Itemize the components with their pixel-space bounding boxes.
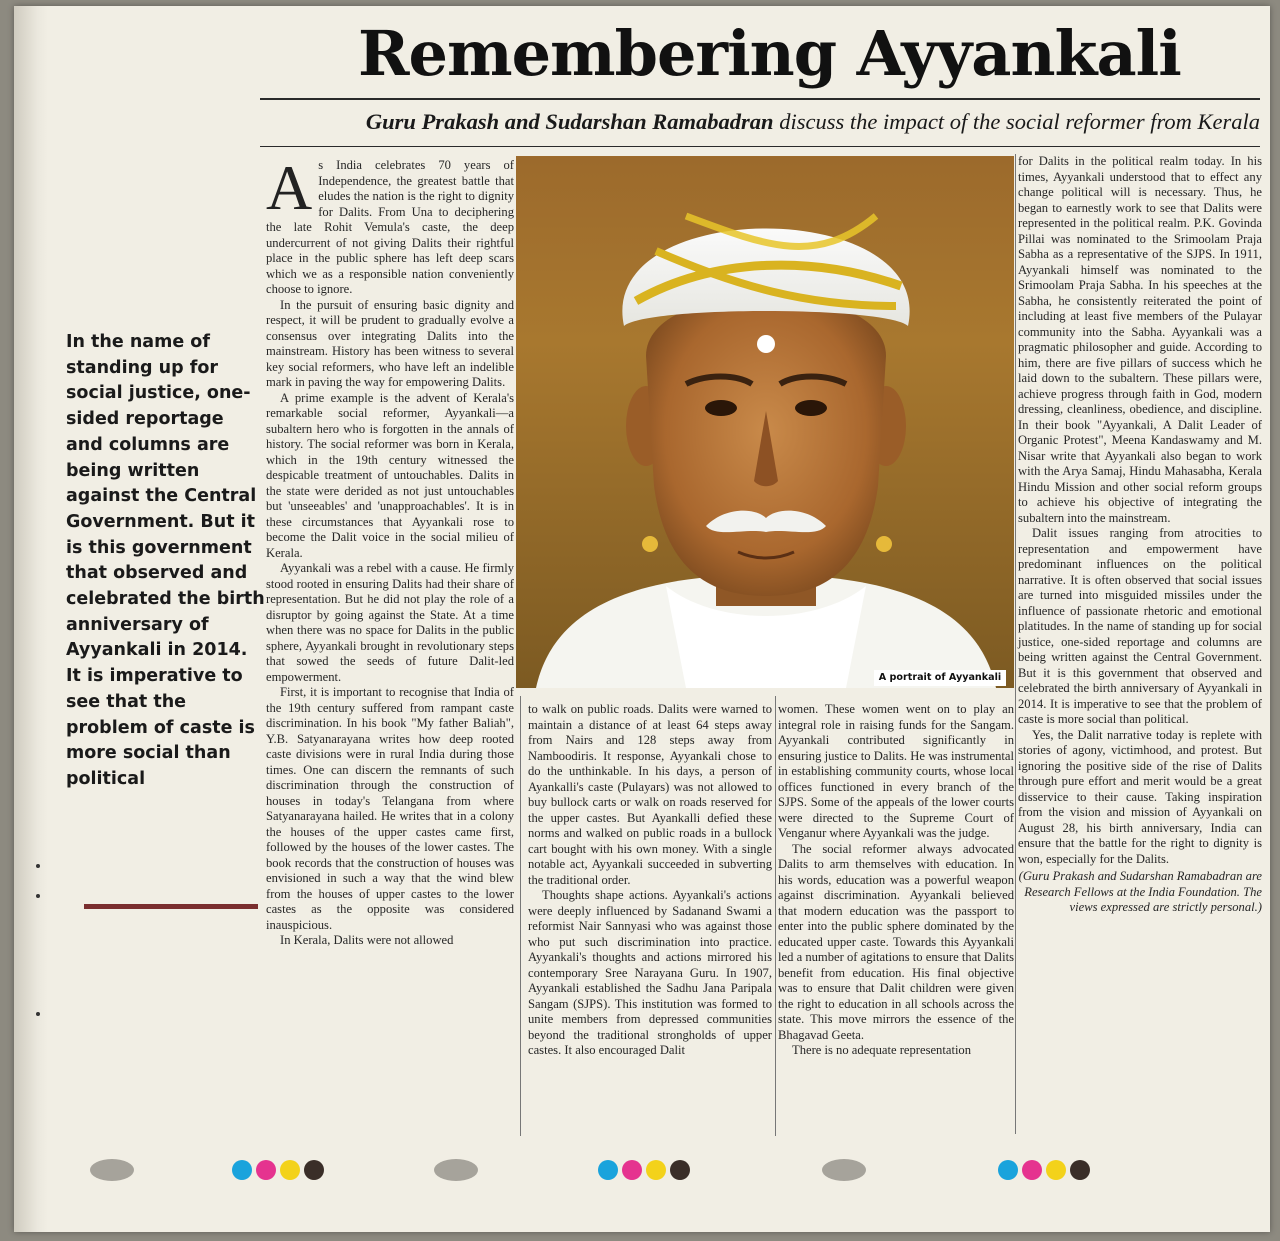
photo-caption: A portrait of Ayyankali xyxy=(874,670,1006,686)
registration-dot-black xyxy=(670,1160,690,1180)
registration-dot-yellow xyxy=(1046,1160,1066,1180)
registration-oval xyxy=(822,1159,866,1181)
ayyankali-portrait-illustration xyxy=(516,156,1014,688)
article-column-3 xyxy=(778,702,1014,1162)
registration-dot-cyan xyxy=(598,1160,618,1180)
headline: Remembering Ayyankali xyxy=(358,17,1181,90)
color-registration-marks xyxy=(90,1156,330,1184)
newspaper-page xyxy=(14,6,1270,1232)
article-column-1 xyxy=(266,152,514,1158)
pull-quote: In the name of standing up for social justice, one-sided reportage and columns are being written against the Central Government. But it is this government that observed and celebrated the birth anniversary of Ayyankali in 2014. It is imperative to see that the problem of caste is more social than political xyxy=(66,332,265,789)
author-credit: (Guru Prakash and Sudarshan Ramabadran are Research Fellows at the India Foundation. The views expressed are strictly personal.) xyxy=(1018,869,1262,914)
article-paragraph: for Dalits in the political realm today. In his times, Ayyankali understood that to effect any change political will is necessary. Thus, he began to earnestly work to see that Dalits were represented in the political realm. P.K. Govinda Pillai was nominated to the Srimoolam Praja Sabha as a representative of the SJPS. In 1911, Ayyankali himself was nominated to the Srimoolam Praja Sabha. In his speeches at the Sabha, he consistently reiterated the point of including at least five members of the Pulayar community into the Sabha. Ayyankali was a pragmatic philosopher and guide. According to him, there are five pillars of success which he laid down to the subaltern. These pillars were, achieve progress through faith in God, modern dressing, cleanliness, obedience, and discipline. In their book "Ayyankali, A Dalit Leader of Organic Protest", Meena Kandaswamy and M. Nisar write that Ayyankali also began to work with the Arya Samaj, Hindu Mahasabha, Kerala Hindu Mission and other social reform groups to achieve his objective of integrating the subaltern into the mainstream. xyxy=(1018,154,1262,525)
registration-dot-magenta xyxy=(1022,1160,1042,1180)
column-rule xyxy=(775,696,776,1136)
article-column-4 xyxy=(1018,154,1262,1164)
registration-dot-cyan xyxy=(232,1160,252,1180)
portrait-photo xyxy=(516,156,1014,688)
article-paragraph: Thoughts shape actions. Ayyankali's actions were deeply influenced by Sadanand Swami a reformist Nair Sannyasi who was against those who put such discrimination into practice. Ayyankali's thoughts and actions mirrored his contemporary Sree Narayana Guru. In 1907, Ayyankali established the Sadhu Jana Paripala Sangam (SJPS). This institution was formed to unite members from depressed communities beyond the traditional strongholds of upper castes. It also encouraged Dalit xyxy=(528,888,772,1057)
article-paragraph: First, it is important to recognise that India of the 19th century suffered from rampant caste discrimination. In his book "My father Baliah", Y.B. Satyanarayana writes how deep rooted caste divisions were in rural India during those times. One can discern the remnants of such discrimination through the construction of houses in today's Telangana from where Satyanarayana hailed. He writes that in a colony the houses of the upper castes came first, followed by the houses of the lower castes. The book records that the construction of houses was envisioned in such a way that the wind blew from the houses of upper castes to the lower castes as the opposite was considered inauspicious. xyxy=(266,685,514,932)
article-paragraph: In the pursuit of ensuring basic dignity and respect, it will be prudent to gradually evolve a consensus over integrating Dalits into the mainstream. History has been witness to several key social reformers, who have left an indelible mark in paving the way for empowering Dalits. xyxy=(266,297,514,389)
page-fold-shadow xyxy=(14,6,48,1232)
registration-dot-cyan xyxy=(998,1160,1018,1180)
deck xyxy=(262,104,1260,140)
article-paragraph: As India celebrates 70 years of Independence, the greatest battle that eludes the nation is the right to dignity for Dalits. From Una to deciphering the late Rohit Vemula's caste, the deep undercurrent of not giving Dalits their rightful place in the public sphere has left deep scars which we as a responsible nation conveniently choose to ignore. xyxy=(266,152,514,296)
registration-dot-magenta xyxy=(256,1160,276,1180)
article-paragraph: Yes, the Dalit narrative today is replete with stories of agony, victimhood, and protest. But ignoring the positive side of the rise of Dalits through pure effort and merit would be a great disservice to their cause. Taking inspiration from the vision and mission of Ayyankali on August 28, his birth anniversary, India can ensure that the battle for the right to dignity is won, especially for the Dalits. xyxy=(1018,727,1262,866)
column-rule xyxy=(1015,154,1016,1134)
margin-bullet xyxy=(36,1012,40,1016)
article-paragraph: A prime example is the advent of Kerala's remarkable social reformer, Ayyankali—a subaltern hero who is forgotten in the annals of history. The social reformer was born in Kerala, which in the 19th century witnessed the despicable treatment of untouchables. Dalits in the state were derided as not just untouchables but 'unseeables' and 'unapproachables'. It is in these circumstances that Ayyankali rose to become the Dalit voice in the social milieu of Kerala. xyxy=(266,390,514,560)
article-paragraph: In Kerala, Dalits were not allowed xyxy=(280,933,454,947)
pull-quote-rule xyxy=(84,904,258,909)
color-registration-marks xyxy=(822,1156,1102,1184)
article-paragraph: There is no adequate representation xyxy=(792,1043,972,1057)
registration-dot-yellow xyxy=(280,1160,300,1180)
registration-oval xyxy=(434,1159,478,1181)
deck-text: discuss the impact of the social reformer from Kerala xyxy=(773,109,1260,134)
registration-dot-yellow xyxy=(646,1160,666,1180)
deck-authors: Guru Prakash and Sudarshan Ramabadran xyxy=(365,109,774,134)
registration-dot-black xyxy=(304,1160,324,1180)
article-paragraph: to walk on public roads. Dalits were warned to maintain a distance of at least 64 steps away from Nairs and 128 steps away from Namboodiris. It response, Ayyankali chose to do the unthinkable. In his days, a person of Ayankalli's caste (Pulayars) was not allowed to buy bullock carts or walk on roads reserved for the upper castes. But Ayankalli defied these norms and walked on public roads in a bullock cart bought with his own money. With a single notable act, Ayyankali succeeded in subverting the traditional order. xyxy=(528,702,772,887)
registration-dot-black xyxy=(1070,1160,1090,1180)
article-paragraph: Dalit issues ranging from atrocities to representation and empowerment have predominant influences on the political narrative. It is often observed that social issues are turned into misguided missiles under the influence of passionate rhetoric and emotional platitudes. In the name of standing up for social justice, one-sided reportage and columns are being written against the Central Government. But it is this government that observed and celebrated the birth anniversary of Ayyankali in 2014. It is imperative to see that the problem of caste is more social than political. xyxy=(1018,526,1262,726)
article-column-2 xyxy=(528,702,772,1162)
column-rule xyxy=(520,696,521,1136)
registration-dot-magenta xyxy=(622,1160,642,1180)
deck-rule xyxy=(260,146,1260,147)
article-paragraph: Ayyankali was a rebel with a cause. He firmly stood rooted in ensuring Dalits had their share of representation. But he did not play the role of a disruptor by going against the State. At a time when there was no space for Dalits in the public sphere, Ayyankali brought in revolutionary steps that sowed the seeds of future Dalit-led empowerment. xyxy=(266,561,514,684)
color-registration-marks xyxy=(434,1156,704,1184)
drop-cap: A xyxy=(266,152,313,223)
article-paragraph: women. These women went on to play an integral role in raising funds for the Sangam. Ayyankali contributed significantly in ensuring justice to Dalits. He was instrumental in establishing community courts, whose local offices functioned in every branch of the SJPS. Some of the appeals of the lower courts were directed to the Supreme Court of Venganur where Ayyankali was the judge. xyxy=(778,702,1014,840)
margin-bullet xyxy=(36,894,40,898)
article-paragraph: The social reformer always advocated Dalits to arm themselves with education. In his words, education was a powerful weapon against discrimination. Ayyankali believed that modern education was the passport to enter into the public sphere dominated by the educated upper caste. Towards this Ayyankali led a number of agitations to ensure that Dalits benefit from education. His final objective was to ensure that Dalit children were given the right to education in all schools across the state. This move mirrors the essence of the Bhagavad Geeta. xyxy=(778,841,1014,1042)
registration-oval xyxy=(90,1159,134,1181)
headline-rule xyxy=(260,98,1260,100)
margin-bullet xyxy=(36,864,40,868)
